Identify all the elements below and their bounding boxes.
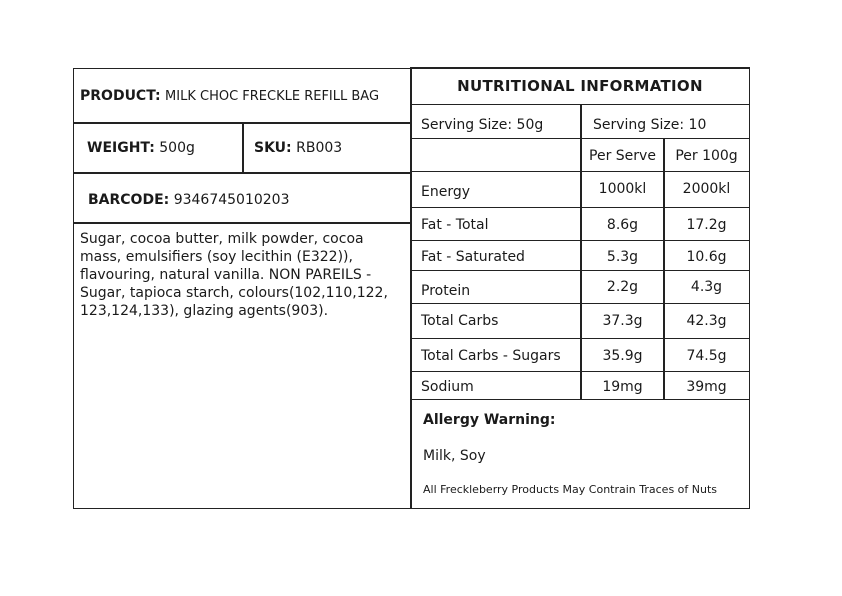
row-total-carbs-name: Total Carbs [421, 313, 499, 329]
row-sodium-serve: 19mg [602, 379, 643, 395]
row-protein-serve: 2.2g [606, 279, 639, 295]
row-sugars-name: Total Carbs - Sugars [421, 348, 561, 364]
row-total-carbs-serve: 37.3g [602, 313, 643, 329]
weight-value: 500g [159, 140, 195, 156]
row-sugars-serve: 35.9g [602, 348, 643, 364]
weight-label: WEIGHT: [87, 140, 155, 156]
row-total-carbs-100g: 42.3g [686, 313, 727, 329]
per-serve-header: Per Serve [589, 148, 656, 164]
serving-size: Serving Size: 50g [421, 117, 544, 133]
row-fat-saturated-name: Fat - Saturated [421, 249, 525, 265]
row-fat-total-name: Fat - Total [421, 217, 489, 233]
row-energy-name: Energy [421, 184, 471, 200]
sku-label: SKU: [254, 140, 292, 156]
barcode-label: BARCODE: [88, 192, 170, 208]
per-100g-header: Per 100g [675, 148, 738, 164]
row-sodium-100g: 39mg [686, 379, 727, 395]
header-blank-cell [410, 138, 582, 172]
product-label: PRODUCT: [80, 88, 161, 104]
barcode-line [88, 192, 290, 208]
sku-line [254, 140, 342, 156]
weight-line [87, 140, 195, 156]
row-fat-total-100g: 17.2g [686, 217, 727, 233]
nutrition-title: NUTRITIONAL INFORMATION [457, 77, 703, 95]
sku-value: RB003 [296, 140, 343, 156]
row-sugars-100g: 74.5g [686, 348, 727, 364]
row-fat-total-serve: 8.6g [606, 217, 639, 233]
barcode-value: 9346745010203 [173, 192, 290, 208]
row-sodium-name: Sodium [421, 379, 474, 395]
servings: Serving Size: 10 [593, 117, 707, 133]
product-value: MILK CHOC FRECKLE REFILL BAG [165, 89, 380, 104]
row-fat-saturated-serve: 5.3g [606, 249, 639, 265]
row-fat-saturated-100g: 10.6g [686, 249, 727, 265]
allergy-title: Allergy Warning: [423, 412, 556, 428]
row-protein-100g: 4.3g [690, 279, 723, 295]
allergy-notice: All Freckleberry Products May Contrain Traces of Nuts [423, 483, 718, 496]
row-energy-serve: 1000kl [598, 181, 647, 197]
ingredients-text: Sugar, cocoa butter, milk powder, cocoa mass, emulsifiers (soy lecithin (E322)), flavouring, natural vanilla. NON PAREILS - Sugar, tapioca starch, colours(102,110,122, 123,124,133), glazing agents(903). [80, 231, 388, 319]
row-protein-name: Protein [421, 283, 471, 299]
product-line [80, 88, 379, 105]
allergy-allergens: Milk, Soy [423, 448, 486, 464]
row-energy-100g: 2000kl [682, 181, 731, 197]
